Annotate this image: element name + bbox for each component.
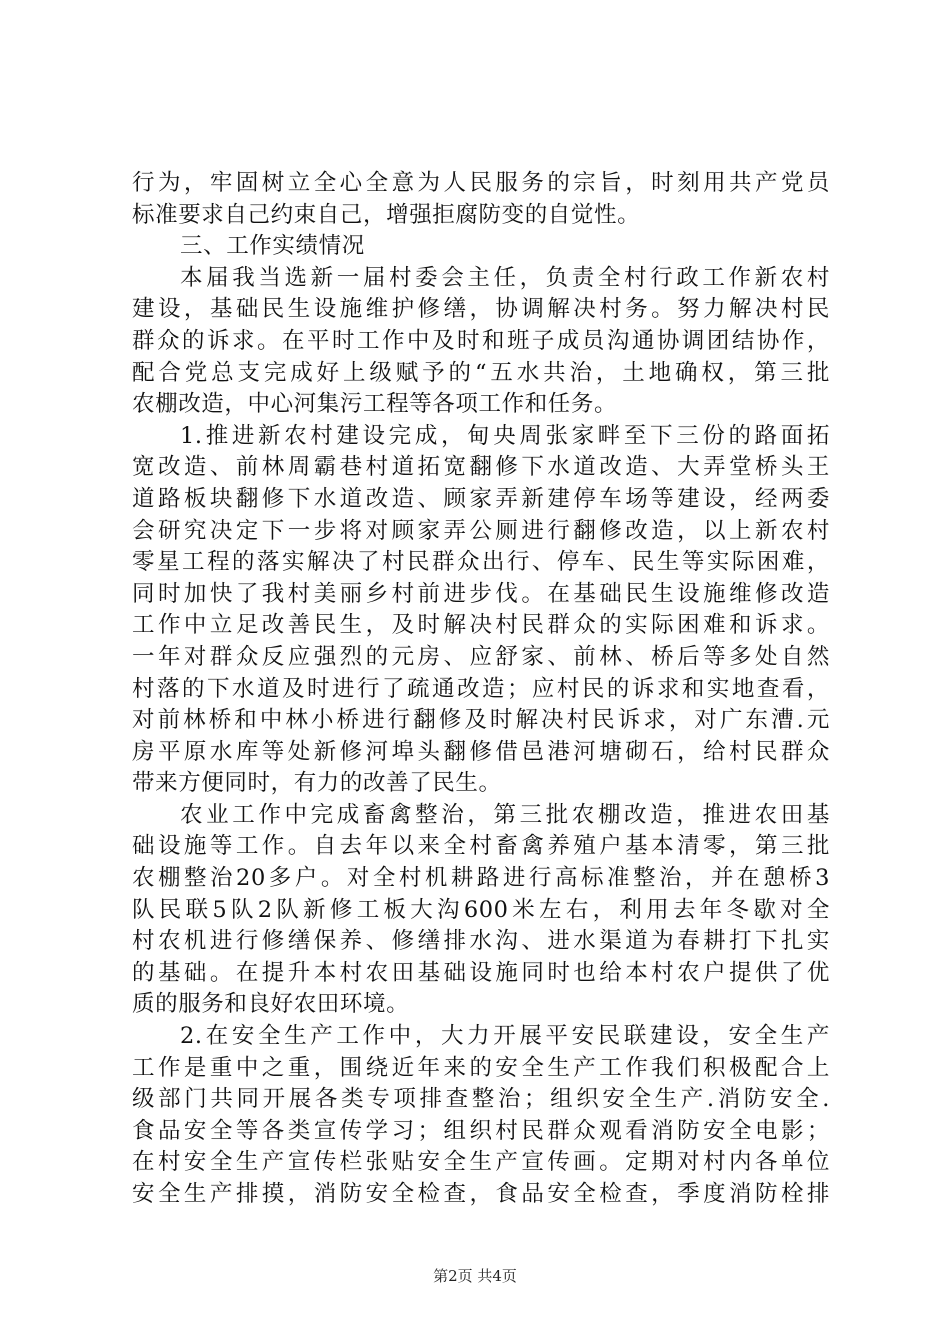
page-number-footer: 第2页 共4页 [433, 1267, 517, 1285]
text-line: 农棚改造，中心河集污工程等各项工作和任务。 [132, 391, 618, 418]
document-body [132, 168, 830, 1211]
text-line: 2.在安全生产工作中，大力开展平安民联建设，安全生产 [180, 1023, 830, 1050]
text-line: 群众的诉求。在平时工作中及时和班子成员沟通协调团结协作， [132, 327, 830, 354]
text-line: 零星工程的落实解决了村民群众出行、停车、民生等实际困难， [132, 549, 830, 576]
text-line: 农业工作中完成畜禽整治，第三批农棚改造，推进农田基 [180, 801, 830, 828]
text-line: 农棚整治20多户。对全村机耕路进行高标准整治，并在憩桥3 [132, 865, 830, 892]
text-line: 村农机进行修缮保养、修缮排水沟、进水渠道为春耕打下扎实 [132, 928, 830, 955]
text-line: 带来方便同时，有力的改善了民生。 [132, 770, 502, 797]
text-line: 房平原水库等处新修河埠头翻修借邑港河塘砌石，给村民群众 [132, 738, 830, 765]
text-line: 标准要求自己约束自己，增强拒腐防变的自觉性。 [132, 201, 641, 228]
text-line: 础设施等工作。自去年以来全村畜禽养殖户基本清零，第三批 [132, 833, 830, 860]
text-line: 村落的下水道及时进行了疏通改造；应村民的诉求和实地查看， [132, 675, 830, 702]
text-line: 对前林桥和中林小桥进行翻修及时解决村民诉求，对广东漕.元 [132, 707, 830, 734]
text-line: 本届我当选新一届村委会主任，负责全村行政工作新农村 [180, 264, 830, 291]
text-line: 1.推进新农村建设完成，甸央周张家畔至下三份的路面拓 [180, 422, 830, 449]
text-line: 在村安全生产宣传栏张贴安全生产宣传画。定期对村内各单位 [132, 1149, 830, 1176]
text-line: 的基础。在提升本村农田基础设施同时也给本村农户提供了优 [132, 959, 830, 986]
text-line: 工作是重中之重，围绕近年来的安全生产工作我们积极配合上 [132, 1054, 830, 1081]
text-line: 一年对群众反应强烈的元房、应舒家、前林、桥后等多处自然 [132, 643, 830, 670]
text-line: 同时加快了我村美丽乡村前进步伐。在基础民生设施维修改造 [132, 580, 830, 607]
text-line: 食品安全等各类宣传学习；组织村民群众观看消防安全电影； [132, 1117, 830, 1144]
text-line: 安全生产排摸，消防安全检查，食品安全检查，季度消防栓排 [132, 1181, 830, 1207]
section-heading: 三、工作实绩情况 [180, 233, 365, 260]
text-line: 质的服务和良好农田环境。 [132, 991, 410, 1018]
text-line: 建设，基础民生设施维护修缮，协调解决村务。努力解决村民 [132, 296, 830, 323]
text-line: 队民联5队2队新修工板大沟600米左右，利用去年冬歇对全 [132, 896, 830, 923]
text-line: 道路板块翻修下水道改造、顾家弄新建停车场等建设，经两委 [132, 485, 830, 512]
text-line: 配合党总支完成好上级赋予的“五水共治，土地确权，第三批 [132, 359, 830, 386]
text-line: 级部门共同开展各类专项排查整治；组织安全生产.消防安全. [132, 1086, 830, 1113]
text-line: 会研究决定下一步将对顾家弄公厕进行翻修改造，以上新农村 [132, 517, 830, 544]
text-line: 工作中立足改善民生，及时解决村民群众的实际困难和诉求。 [132, 612, 830, 639]
text-line: 宽改造、前林周霸巷村道拓宽翻修下水道改造、大弄堂桥头王 [132, 454, 830, 481]
text-line: 行为，牢固树立全心全意为人民服务的宗旨，时刻用共产党员 [132, 170, 830, 196]
